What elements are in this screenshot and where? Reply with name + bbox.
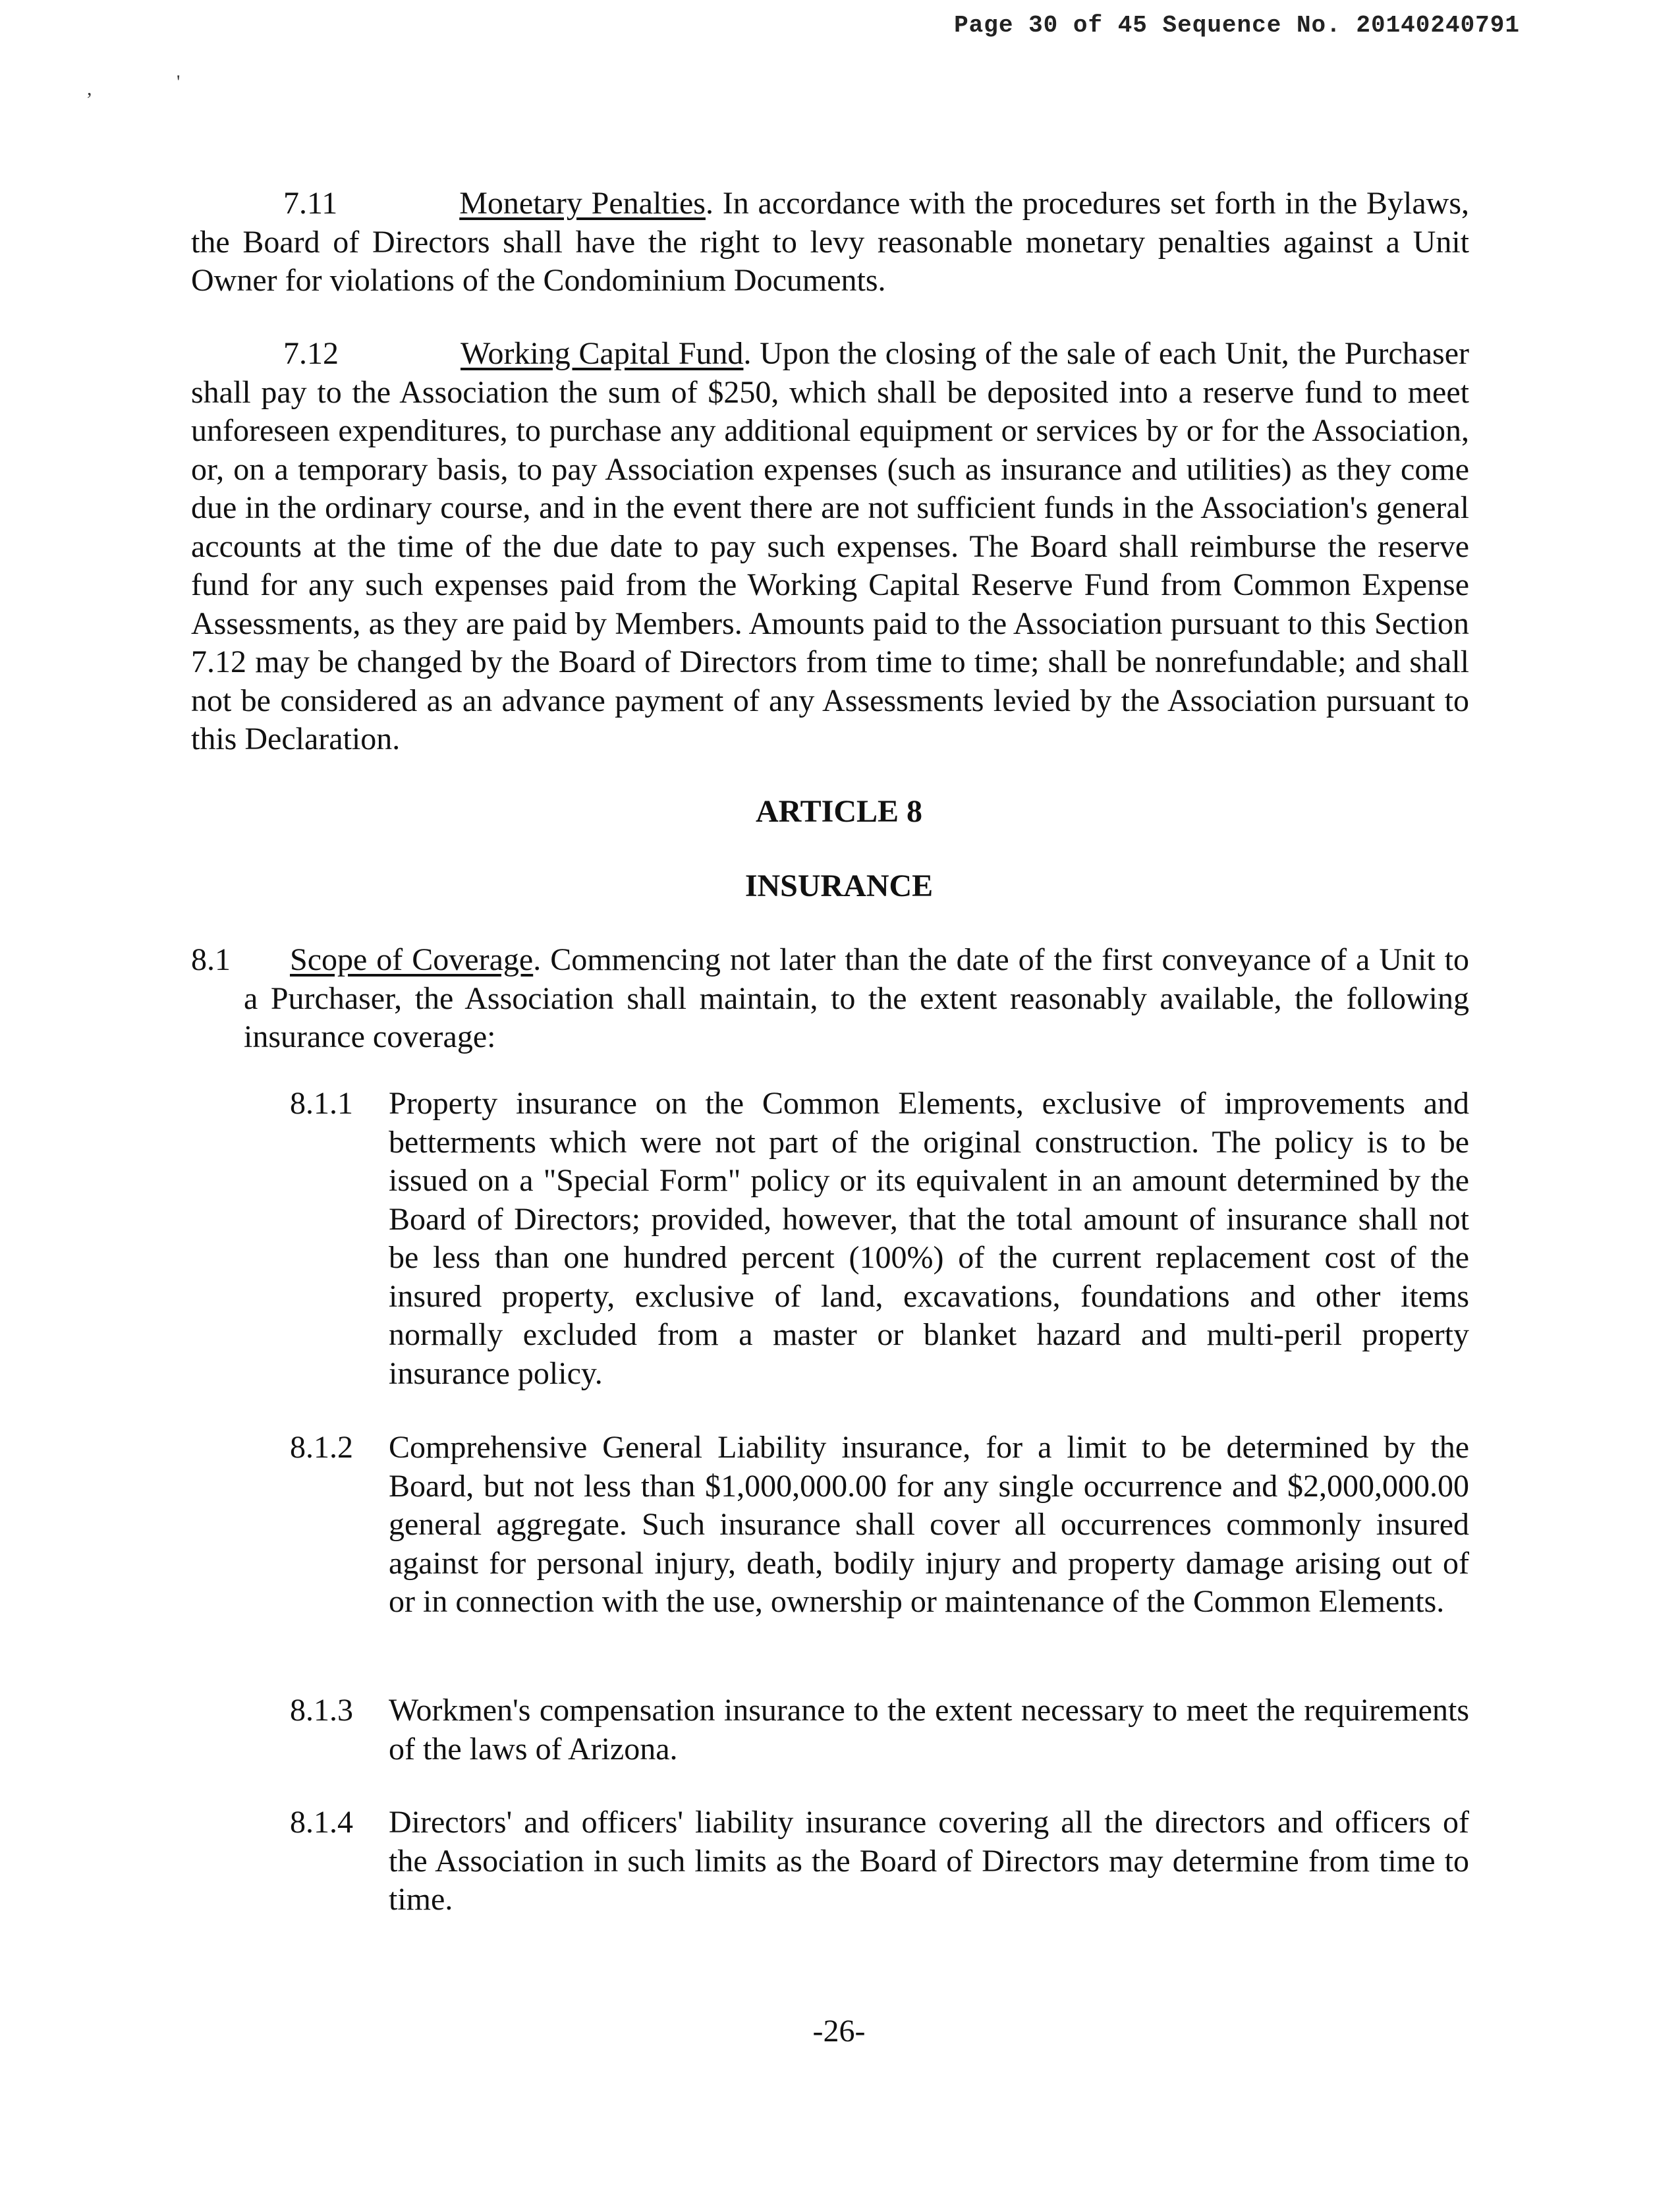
section-7-12-paragraph (191, 335, 1469, 759)
subsection-text: Comprehensive General Liability insurance, for a limit to be determined by the Board, but not less than $1,000,000.00 for any single occurrence and $2,000,000.00 general aggregate. Such insurance shall cover all occurrences commonly insured against for personal injury, death, bodily injury and property damage arising out of or in connection with the use, ownership or maintenance of the Common Elements. (389, 1430, 1469, 1619)
section-text: . Upon the closing of the sale of each Unit, the Purchaser shall pay to the Association the sum of $250, which shall be deposited into a reserve fund to meet unforeseen expenditures, to purchase any additional equipment or services by or for the Association, or, on a temporary basis, to pay Association expenses (such as insurance and utilities) as they come due in the ordinary course, and in the event there are not sufficient funds in the Association's general accounts at the time of the due date to pay such expenses. The Board shall reimburse the reserve fund for any such expenses paid from the Working Capital Reserve Fund from Common Expense Assessments, as they are paid by Members. Amounts paid to the Association pursuant to this Section 7.12 may be changed by the Board of Directors from time to time; shall be nonrefundable; and shall not be considered as an advance payment of any Assessments levied by the Association pursuant to this Declaration. (191, 336, 1470, 756)
subsection-number: 8.1.2 (290, 1430, 353, 1465)
subsection-number: 8.1.3 (290, 1693, 353, 1728)
scan-mark: ' (177, 71, 181, 93)
section-number: 7.11 (283, 186, 338, 221)
page-header: Page 30 of 45 Sequence No. 20140240791 (954, 12, 1520, 39)
section-title: Working Capital Fund (461, 336, 744, 371)
page-number: -26- (812, 2014, 866, 2049)
scan-mark: , (87, 78, 92, 99)
section-title: Scope of Coverage (290, 942, 534, 977)
section-text: . Commencing not later than the date of the first conveyance of a Unit to a Purchaser, the Association shall maintain, to the extent reasonably available, the following insurance coverage: (244, 942, 1470, 1054)
subsection-number: 8.1.4 (290, 1805, 353, 1840)
subsection-8-1-4 (290, 1803, 1469, 1922)
section-8-1 (191, 941, 1469, 1060)
subsection-text: Property insurance on the Common Elements, exclusive of improvements and betterments which were not part of the original construction. The policy is to be issued on a "Special Form" policy or its equivalent in an amount determined by the Board of Directors; provided, however, that the total amount of insurance shall not be less than one hundred percent (100%) of the current replacement cost of the insured property, exclusive of land, excavations, foundations and other items normally excluded from a master or blanket hazard and multi-peril property insurance policy. (389, 1086, 1469, 1391)
subsection-text: Workmen's compensation insurance to the extent necessary to meet the requirements of the laws of Arizona. (389, 1693, 1469, 1767)
subsection-text: Directors' and officers' liability insurance covering all the directors and officers of the Association in such limits as the Board of Directors may determine from time to time. (389, 1805, 1469, 1917)
subsection-number: 8.1.1 (290, 1086, 353, 1121)
section-number: 8.1 (191, 942, 231, 977)
section-number: 7.12 (283, 336, 339, 371)
section-7-11-paragraph (191, 184, 1469, 300)
subsection-8-1-2 (290, 1429, 1469, 1660)
section-8-1-paragraph (191, 941, 1469, 1057)
subsection-8-1-3 (290, 1691, 1469, 1771)
section-title: Monetary Penalties (459, 186, 706, 221)
article-heading: ARTICLE 8 (755, 794, 923, 829)
section-text: . In accordance with the procedures set forth in the Bylaws, the Board of Directors shall have the right to levy reasonable monetary penalties against a Unit Owner for violations of the Condominium Documents. (191, 186, 1469, 298)
article-title: INSURANCE (744, 868, 934, 903)
section-7-12 (191, 335, 1469, 759)
section-7-11 (191, 184, 1469, 300)
subsection-8-1-1 (290, 1085, 1469, 1394)
